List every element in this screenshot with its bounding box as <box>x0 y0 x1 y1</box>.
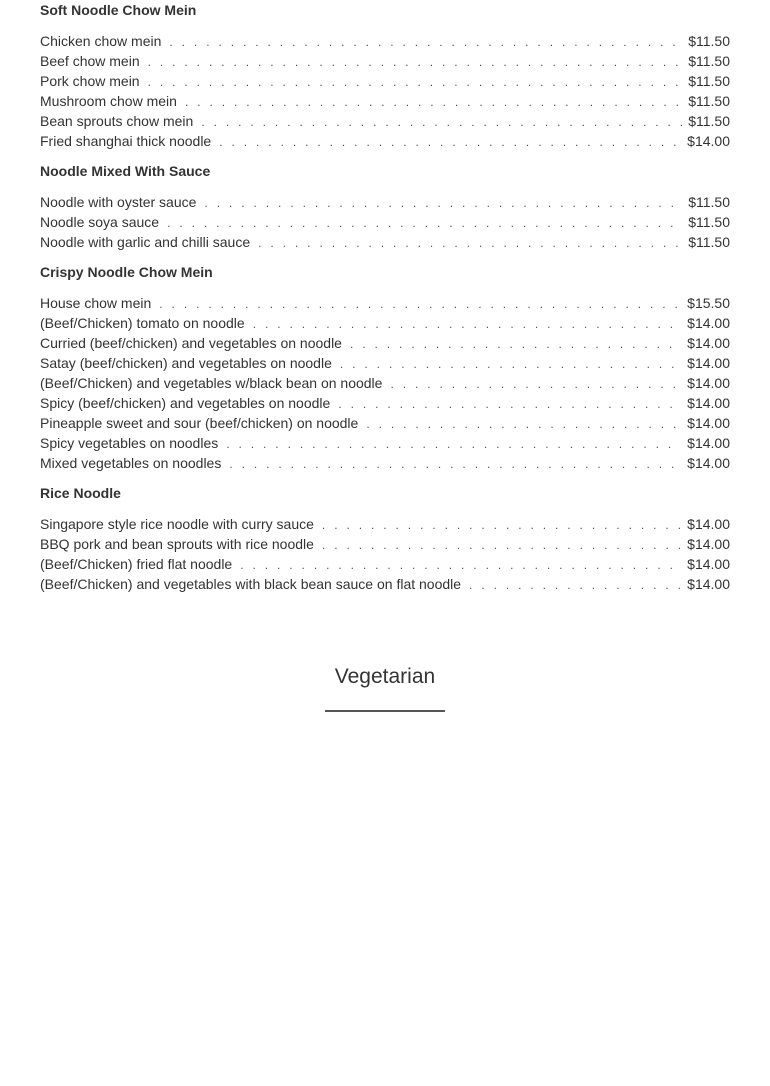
dot-leader <box>148 72 683 92</box>
item-price: $14.00 <box>687 455 730 471</box>
menu-items <box>40 31 730 151</box>
item-name: Noodle soya sauce <box>40 214 160 230</box>
menu-item <box>40 453 730 473</box>
dot-leader <box>322 515 681 535</box>
item-price: $11.50 <box>688 33 730 49</box>
dot-leader <box>201 112 682 132</box>
menu-item <box>40 232 730 252</box>
dot-leader <box>253 314 681 334</box>
vegetarian-heading: Vegetarian <box>334 665 436 688</box>
dot-leader <box>167 213 682 233</box>
item-name: Beef chow mein <box>40 53 140 69</box>
section-title: Crispy Noodle Chow Mein <box>40 264 213 280</box>
item-price: $11.50 <box>688 234 730 250</box>
menu-item <box>40 71 730 91</box>
item-name: Spicy (beef/chicken) and vegetables on noodle <box>40 395 331 411</box>
dot-leader <box>148 52 683 72</box>
dot-leader <box>185 92 682 112</box>
dot-leader <box>338 394 681 414</box>
item-name: Mixed vegetables on noodles <box>40 455 222 471</box>
menu-item <box>40 413 730 433</box>
menu-section <box>40 262 730 473</box>
dot-leader <box>350 334 681 354</box>
menu-item <box>40 574 730 594</box>
item-price: $14.00 <box>687 415 730 431</box>
menu-items <box>40 192 730 252</box>
menu-item <box>40 393 730 413</box>
item-price: $14.00 <box>687 133 730 149</box>
dot-leader <box>159 294 681 314</box>
item-price: $15.50 <box>687 295 730 311</box>
item-name: Noodle with oyster sauce <box>40 194 197 210</box>
dot-leader <box>469 575 681 595</box>
menu-list <box>40 0 730 604</box>
item-name: Chicken chow mein <box>40 33 162 49</box>
item-price: $11.50 <box>688 194 730 210</box>
menu-item <box>40 373 730 393</box>
dot-leader <box>340 354 681 374</box>
item-price: $11.50 <box>688 113 730 129</box>
item-price: $14.00 <box>687 536 730 552</box>
menu-item <box>40 131 730 151</box>
item-name: BBQ pork and bean sprouts with rice noodle <box>40 536 314 552</box>
item-price: $14.00 <box>687 516 730 532</box>
menu-item <box>40 91 730 111</box>
dot-leader <box>229 454 681 474</box>
item-name: (Beef/Chicken) tomato on noodle <box>40 315 245 331</box>
menu-item <box>40 51 730 71</box>
menu-item <box>40 192 730 212</box>
item-name: Pork chow mein <box>40 73 140 89</box>
item-price: $14.00 <box>687 576 730 592</box>
item-name: Pineapple sweet and sour (beef/chicken) on noodle <box>40 415 359 431</box>
item-name: Bean sprouts chow mein <box>40 113 194 129</box>
heading-underline <box>325 710 445 712</box>
item-name: Curried (beef/chicken) and vegetables on noodle <box>40 335 342 351</box>
menu-items <box>40 293 730 473</box>
item-price: $14.00 <box>687 315 730 331</box>
item-price: $11.50 <box>688 53 730 69</box>
item-price: $11.50 <box>688 73 730 89</box>
menu-section <box>40 483 730 594</box>
section-title: Soft Noodle Chow Mein <box>40 2 197 18</box>
menu-items <box>40 514 730 594</box>
item-name: (Beef/Chicken) fried flat noodle <box>40 556 233 572</box>
dot-leader <box>240 555 681 575</box>
item-name: Noodle with garlic and chilli sauce <box>40 234 251 250</box>
item-name: House chow mein <box>40 295 152 311</box>
item-name: Fried shanghai thick noodle <box>40 133 212 149</box>
item-price: $14.00 <box>687 556 730 572</box>
dot-leader <box>204 193 682 213</box>
dot-leader <box>258 233 682 253</box>
menu-item <box>40 111 730 131</box>
section-title: Noodle Mixed With Sauce <box>40 163 211 179</box>
dot-leader <box>390 374 681 394</box>
menu-item <box>40 514 730 534</box>
menu-item <box>40 353 730 373</box>
menu-item <box>40 31 730 51</box>
section-title: Rice Noodle <box>40 485 121 501</box>
item-name: Spicy vegetables on noodles <box>40 435 219 451</box>
menu-item <box>40 554 730 574</box>
menu-item <box>40 212 730 232</box>
item-price: $14.00 <box>687 335 730 351</box>
menu-item <box>40 534 730 554</box>
item-name: Mushroom chow mein <box>40 93 177 109</box>
item-name: Singapore style rice noodle with curry sauce <box>40 516 314 532</box>
item-price: $11.50 <box>688 214 730 230</box>
item-price: $14.00 <box>687 435 730 451</box>
menu-item <box>40 293 730 313</box>
dot-leader <box>169 32 682 52</box>
item-name: (Beef/Chicken) and vegetables w/black bean on noodle <box>40 375 383 391</box>
menu-section <box>40 161 730 252</box>
item-name: (Beef/Chicken) and vegetables with black bean sauce on flat noodle <box>40 576 462 592</box>
item-price: $11.50 <box>688 93 730 109</box>
dot-leader <box>219 132 681 152</box>
menu-item <box>40 433 730 453</box>
dot-leader <box>322 535 681 555</box>
item-price: $14.00 <box>687 355 730 371</box>
menu-item <box>40 313 730 333</box>
menu-section <box>40 0 730 151</box>
menu-item <box>40 333 730 353</box>
dot-leader <box>366 414 681 434</box>
item-name: Satay (beef/chicken) and vegetables on noodle <box>40 355 332 371</box>
item-price: $14.00 <box>687 395 730 411</box>
item-price: $14.00 <box>687 375 730 391</box>
dot-leader <box>226 434 681 454</box>
